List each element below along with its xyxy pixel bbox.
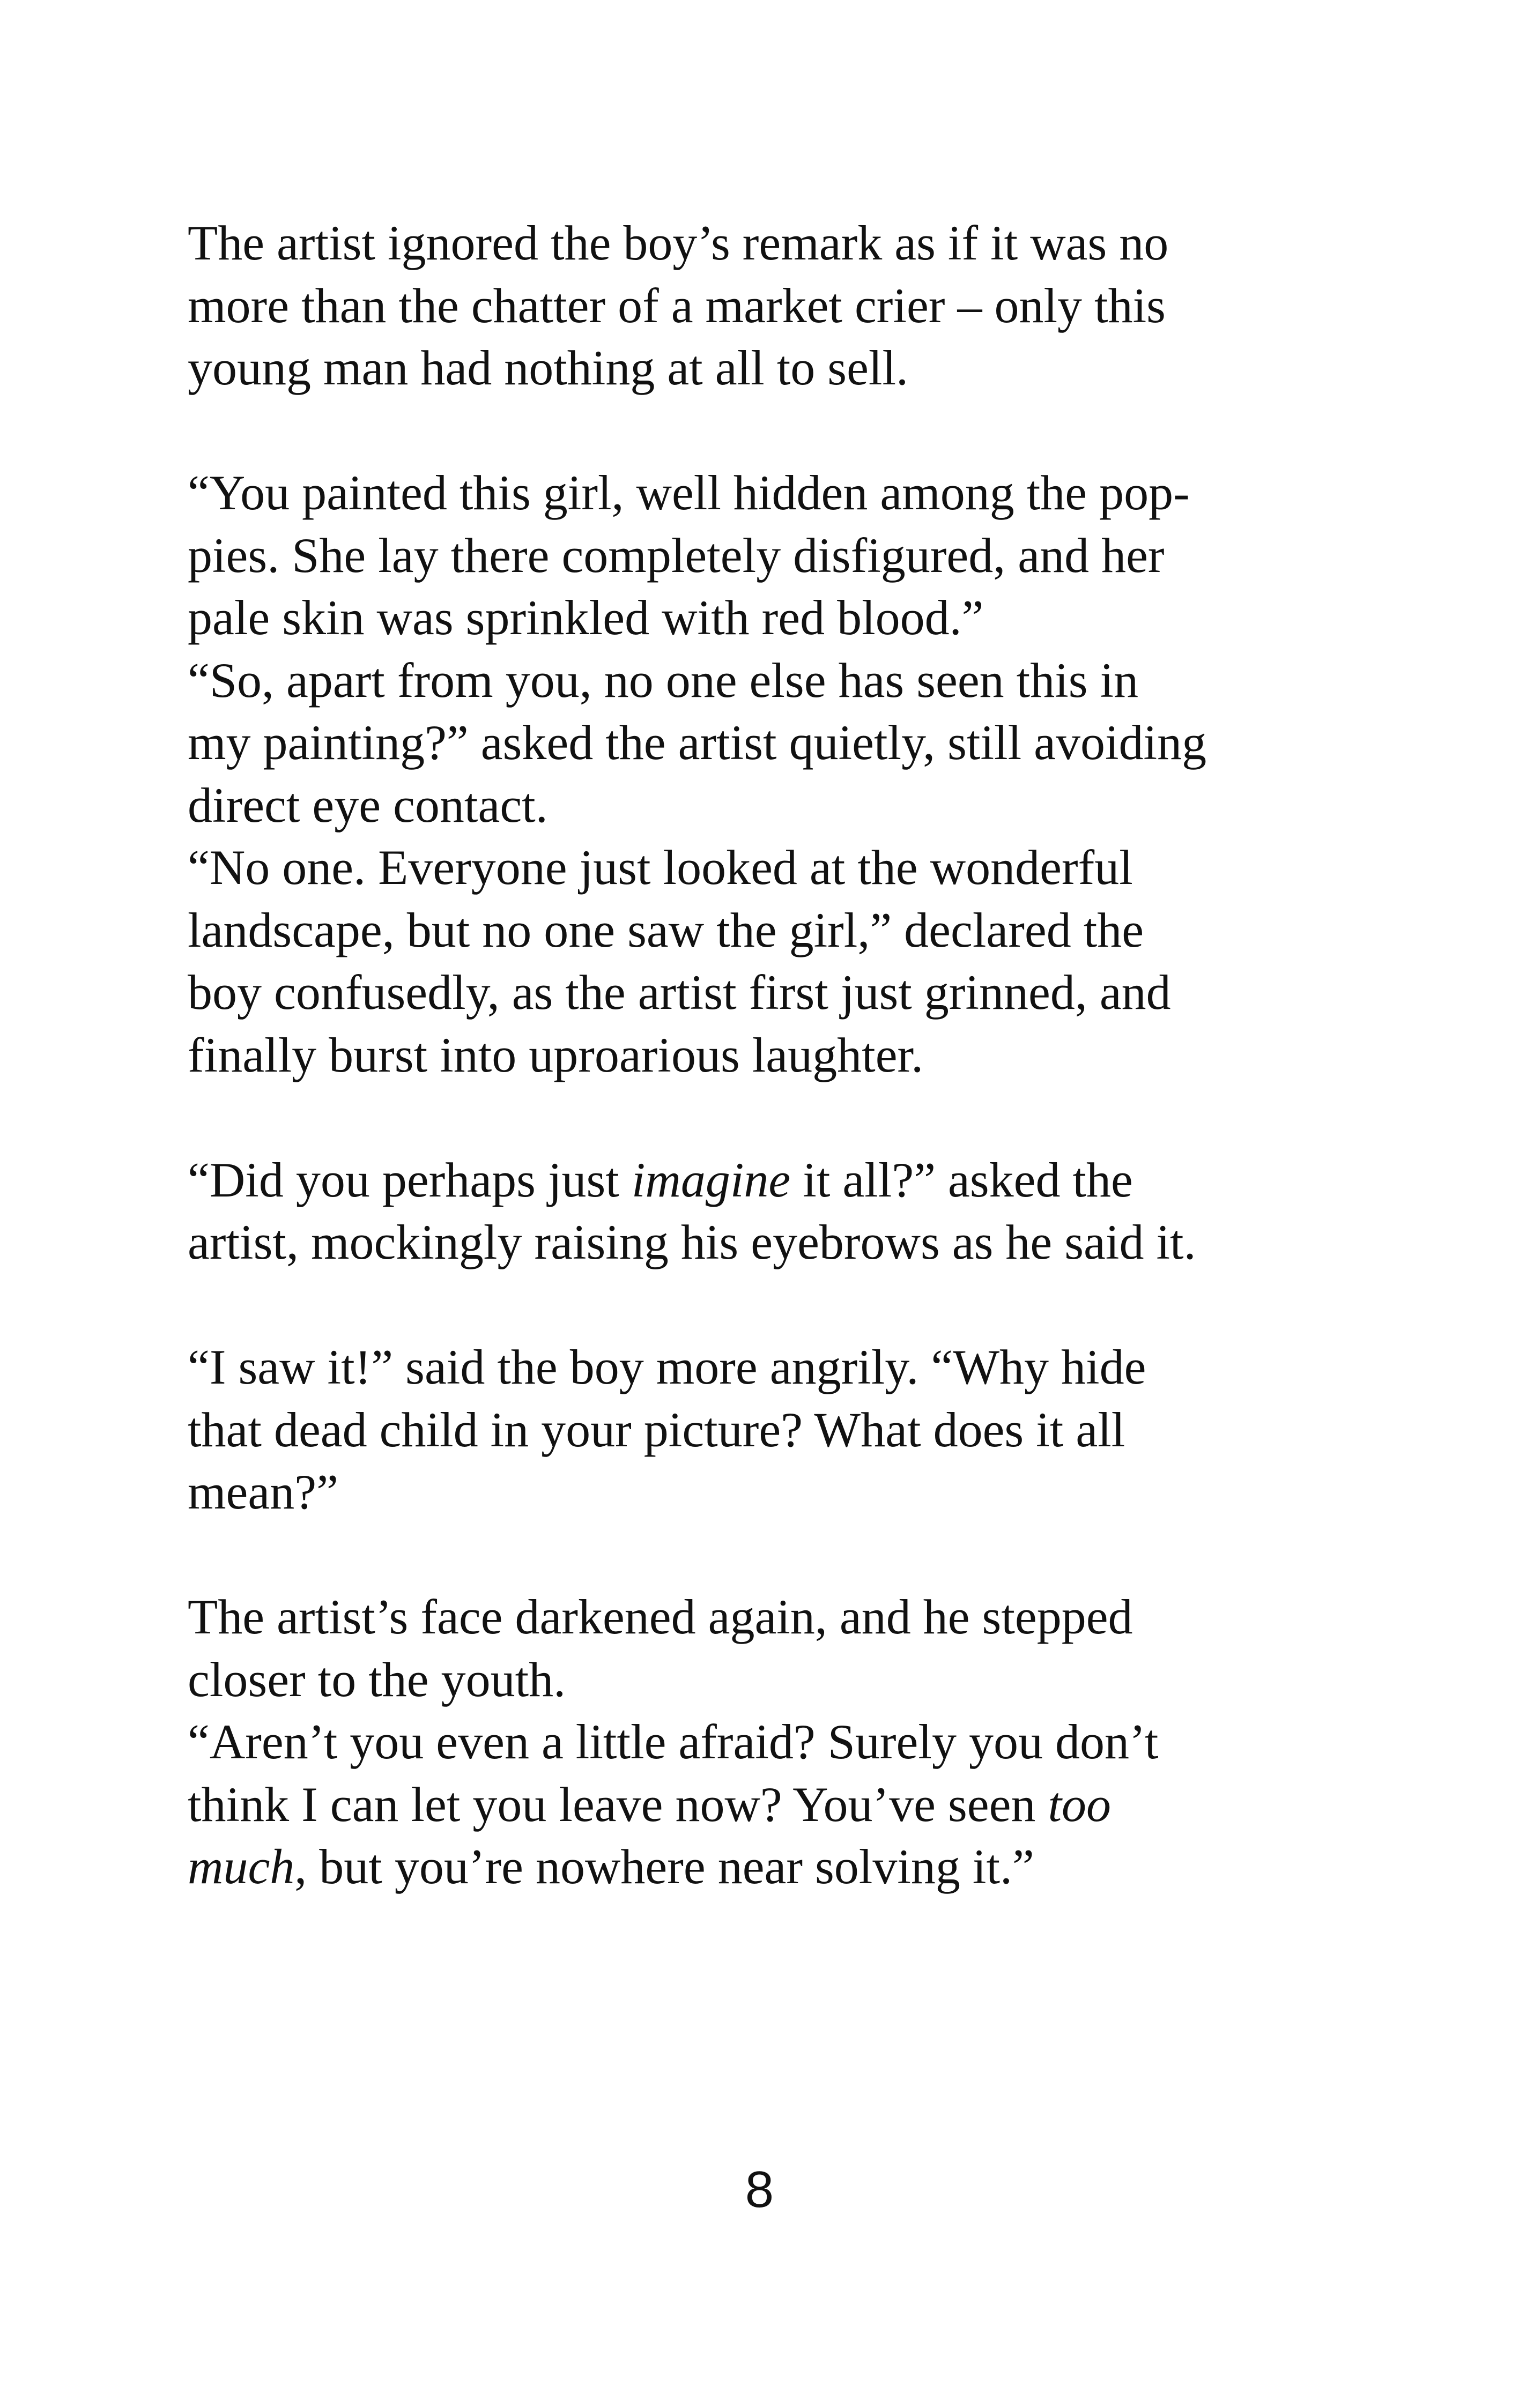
paragraph bbox=[188, 1586, 1319, 1898]
text-run: “Aren’t you even a little afraid? Surely you don’t bbox=[188, 1714, 1159, 1769]
text-line bbox=[188, 1835, 1319, 1898]
text-run: closer to the youth. bbox=[188, 1652, 566, 1707]
text-line: pale skin was sprinkled with red blood.” bbox=[188, 590, 984, 645]
text-line: that dead child in your picture? What does it all bbox=[188, 1402, 1125, 1457]
text-line: landscape, but no one saw the girl,” declared the bbox=[188, 902, 1144, 957]
text-run: “Did you perhaps just bbox=[188, 1152, 632, 1207]
italic-text-run: too bbox=[1048, 1777, 1112, 1832]
text-line bbox=[188, 1149, 1319, 1212]
text-line: “So, apart from you, no one else has seen this in bbox=[188, 652, 1139, 708]
paragraph bbox=[188, 212, 1319, 399]
text-line: “I saw it!” said the boy more angrily. “Why hide bbox=[188, 1340, 1146, 1394]
text-line: “You painted this girl, well hidden among the pop- bbox=[188, 465, 1190, 520]
text-line: young man had nothing at all to sell. bbox=[188, 340, 909, 395]
paragraph bbox=[188, 1336, 1319, 1523]
text-line: mean?” bbox=[188, 1465, 338, 1519]
page-number: 8 bbox=[745, 2161, 774, 2218]
text-line bbox=[188, 1586, 1319, 1648]
text-run: , but you’re nowhere near solving it.” bbox=[294, 1839, 1034, 1894]
text-line: boy confusedly, as the artist first just grinned, and bbox=[188, 965, 1171, 1020]
text-line: direct eye contact. bbox=[188, 777, 548, 833]
text-line: The artist ignored the boy’s remark as if it was no bbox=[188, 215, 1169, 270]
paragraph-gap bbox=[188, 1274, 1319, 1336]
text-run: The artist’s face darkened again, and he stepped bbox=[188, 1589, 1133, 1644]
text-line bbox=[188, 1211, 1319, 1274]
paragraph bbox=[188, 462, 1319, 1086]
text-line bbox=[188, 1648, 1319, 1711]
paragraph-gap bbox=[188, 1086, 1319, 1149]
italic-text-run: much bbox=[188, 1839, 295, 1894]
text-line: pies. She lay there completely disfigured, and her bbox=[188, 527, 1165, 583]
text-line bbox=[188, 1711, 1319, 1773]
text-line: “No one. Everyone just looked at the wonderful bbox=[188, 840, 1133, 895]
text-run: artist, mockingly raising his eyebrows as he said it. bbox=[188, 1215, 1196, 1269]
paragraph-gap bbox=[188, 399, 1319, 462]
text-line: finally burst into uproarious laughter. bbox=[188, 1027, 924, 1082]
body-text bbox=[188, 212, 1319, 1898]
paragraph-gap bbox=[188, 1523, 1319, 1586]
text-line bbox=[188, 1773, 1319, 1836]
text-run: think I can let you leave now? You’ve seen bbox=[188, 1777, 1048, 1832]
text-run: it all?” asked the bbox=[790, 1152, 1133, 1207]
text-line: my painting?” asked the artist quietly, still avoiding bbox=[188, 715, 1207, 770]
italic-text-run: imagine bbox=[631, 1152, 791, 1207]
text-line: more than the chatter of a market crier – only this bbox=[188, 278, 1166, 333]
paragraph bbox=[188, 1149, 1319, 1274]
